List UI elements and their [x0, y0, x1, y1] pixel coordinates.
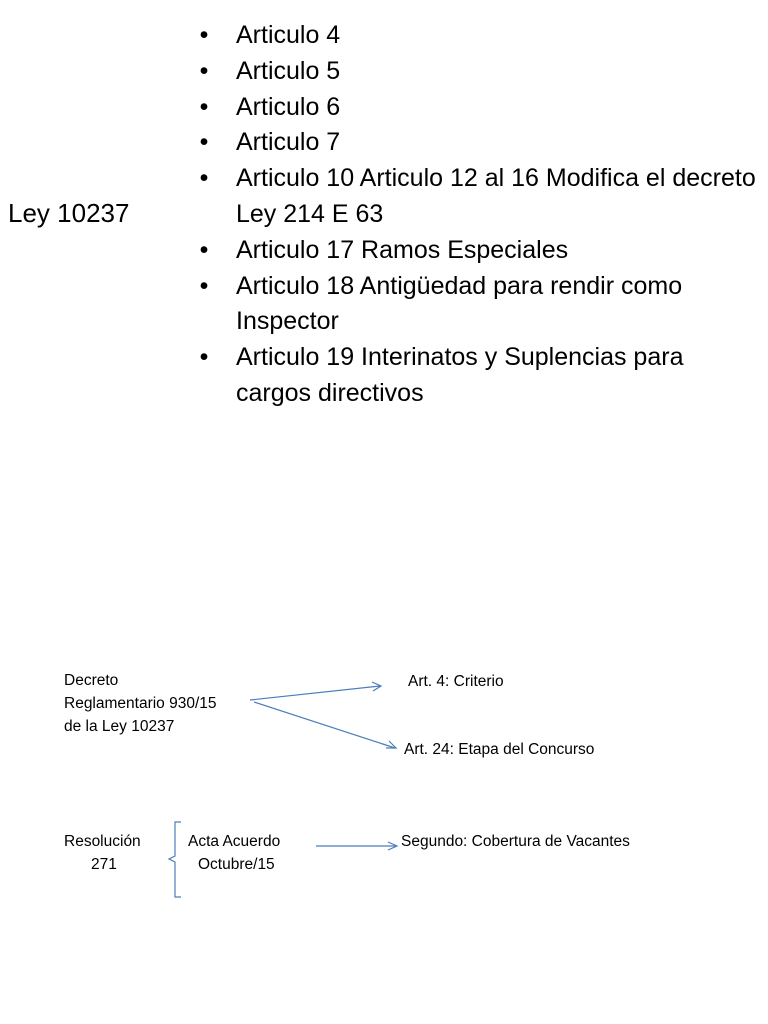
article-text: Articulo 10 Articulo 12 al 16 Modifica el decreto Ley 214 E 63 [236, 164, 756, 228]
article-text: Articulo 7 [236, 128, 341, 157]
bullet-icon: • [199, 235, 209, 264]
decreto-target-top: Art. 4: Criterio [408, 673, 504, 690]
resolucion-label-line2: 271 [91, 856, 117, 873]
decreto-target-bottom: Art. 24: Etapa del Concurso [404, 741, 595, 758]
bullet-icon: • [199, 271, 209, 300]
bullet-icon: • [199, 56, 209, 85]
decreto-label-line1: Decreto [64, 672, 119, 689]
resolucion-label-line1: Resolución [64, 833, 141, 850]
bullet-icon: • [199, 128, 209, 157]
article-text: Articulo 4 [236, 21, 341, 49]
decreto-label-line3: de la Ley 10237 [64, 718, 175, 735]
brace-icon [169, 822, 181, 897]
bullet-icon: • [199, 21, 209, 49]
acta-label-line2: Octubre/15 [198, 856, 275, 873]
decreto-label-line2: Reglamentario 930/15 [64, 695, 217, 712]
arrow-icon [254, 702, 396, 748]
arrow-icon [316, 842, 397, 850]
article-text: Articulo 19 Interinatos y Suplencias para cargos directivos [236, 343, 684, 407]
article-text: Articulo 5 [236, 56, 341, 85]
bullet-icon: • [199, 343, 209, 372]
arrow-icon [250, 682, 381, 700]
resolucion-target: Segundo: Cobertura de Vacantes [401, 833, 630, 850]
ley-title: Ley 10237 [8, 198, 130, 228]
article-text: Articulo 6 [236, 92, 341, 121]
bullet-icon: • [199, 92, 209, 121]
article-text: Articulo 17 Ramos Especiales [236, 235, 569, 264]
article-text: Articulo 18 Antigüedad para rendir como Inspector [236, 271, 683, 336]
bullet-icon: • [199, 164, 209, 193]
acta-label-line1: Acta Acuerdo [188, 833, 281, 850]
